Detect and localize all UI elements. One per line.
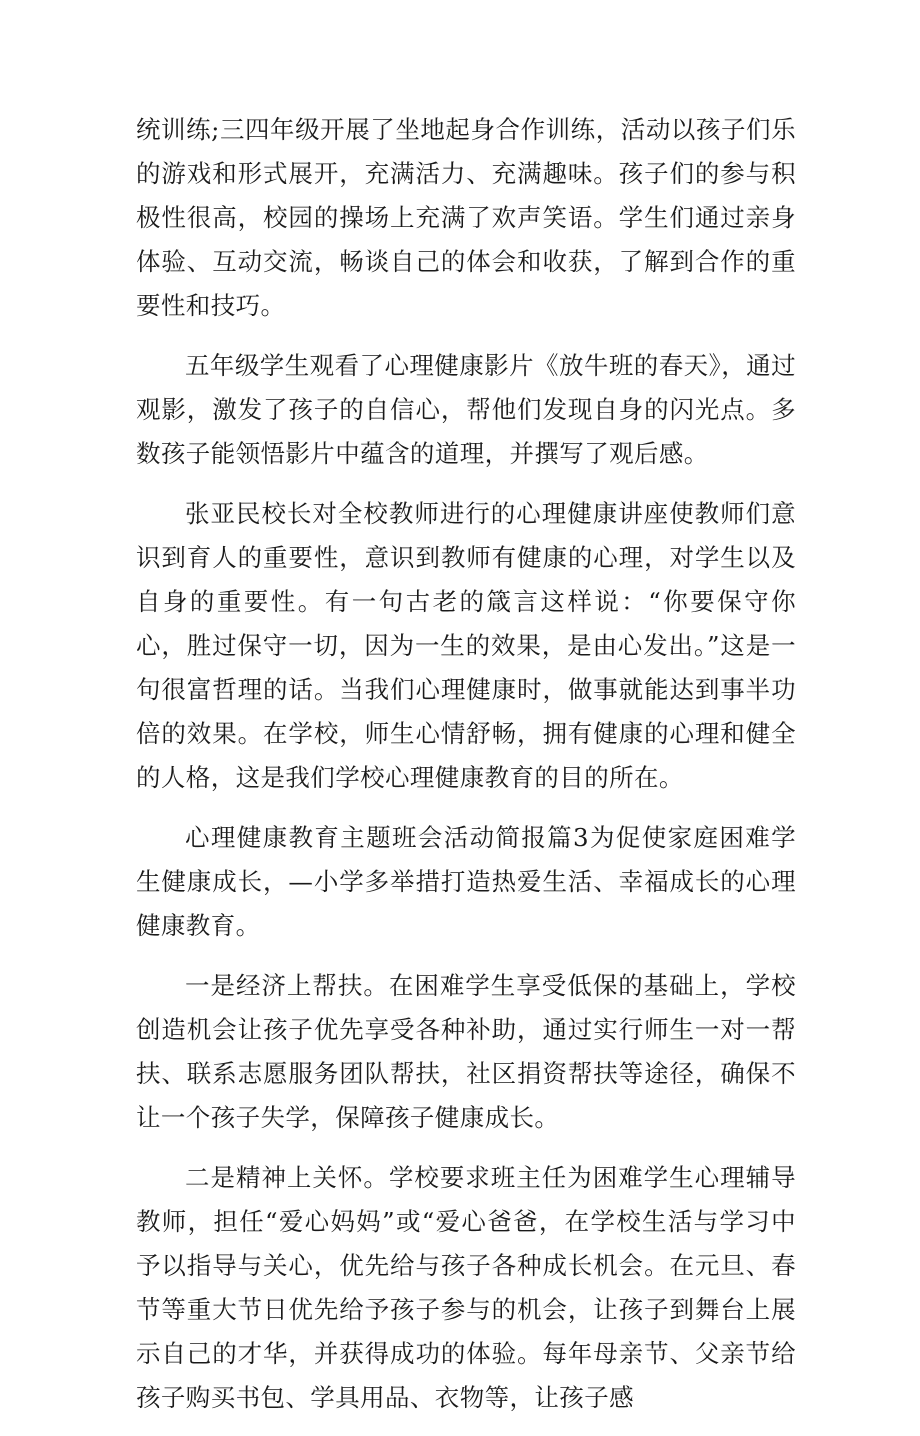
paragraph-briefing-part-3: 心理健康教育主题班会活动简报篇3为促使家庭困难学生健康成长，—小学多举措打造热爱生活、幸福成长的心理健康教育。 [136,823,796,940]
paragraph-grade-five-film: 五年级学生观看了心理健康影片《放牛班的春天》，通过观影，激发了孩子的自信心，帮他们发现自身的闪光点。多数孩子能领悟影片中蕴含的道理，并撰写了观后感。 [136,351,796,468]
paragraph-spiritual-care: 二是精神上关怀。学校要求班主任为困难学生心理辅导教师，担任“爱心妈妈”或“爱心爸爸，在学校生活与学习中予以指导与关心，优先给与孩子各种成长机会。在元旦、春节等重大节日优先给予孩子参与的机会，让孩子到舞台上展示自己的才华，并获得成功的体验。每年母亲节、父亲节给孩子购买书包、学具用品、衣物等，让孩子感 [136,1163,796,1412]
paragraph-economic-support: 一是经济上帮扶。在困难学生享受低保的基础上，学校创造机会让孩子优先享受各种补助，通过实行师生一对一帮扶、联系志愿服务团队帮扶，社区捐资帮扶等途径，确保不让一个孩子失学，保障孩子健康成长。 [136,971,796,1132]
document-body [136,108,796,1436]
paragraph-continuation: 统训练;三四年级开展了坐地起身合作训练，活动以孩子们乐的游戏和形式展开，充满活力、充满趣味。孩子们的参与积极性很高，校园的操场上充满了欢声笑语。学生们通过亲身体验、互动交流，畅谈自己的体会和收获，了解到合作的重要性和技巧。 [136,115,796,320]
paragraph-principal-lecture: 张亚民校长对全校教师进行的心理健康讲座使教师们意识到育人的重要性，意识到教师有健康的心理，对学生以及自身的重要性。有一句古老的箴言这样说：“你要保守你心，胜过保守一切，因为一生的效果，是由心发出。”这是一句很富哲理的话。当我们心理健康时，做事就能达到事半功倍的效果。在学校，师生心情舒畅，拥有健康的心理和健全的人格，这是我们学校心理健康教育的目的所在。 [136,499,796,792]
